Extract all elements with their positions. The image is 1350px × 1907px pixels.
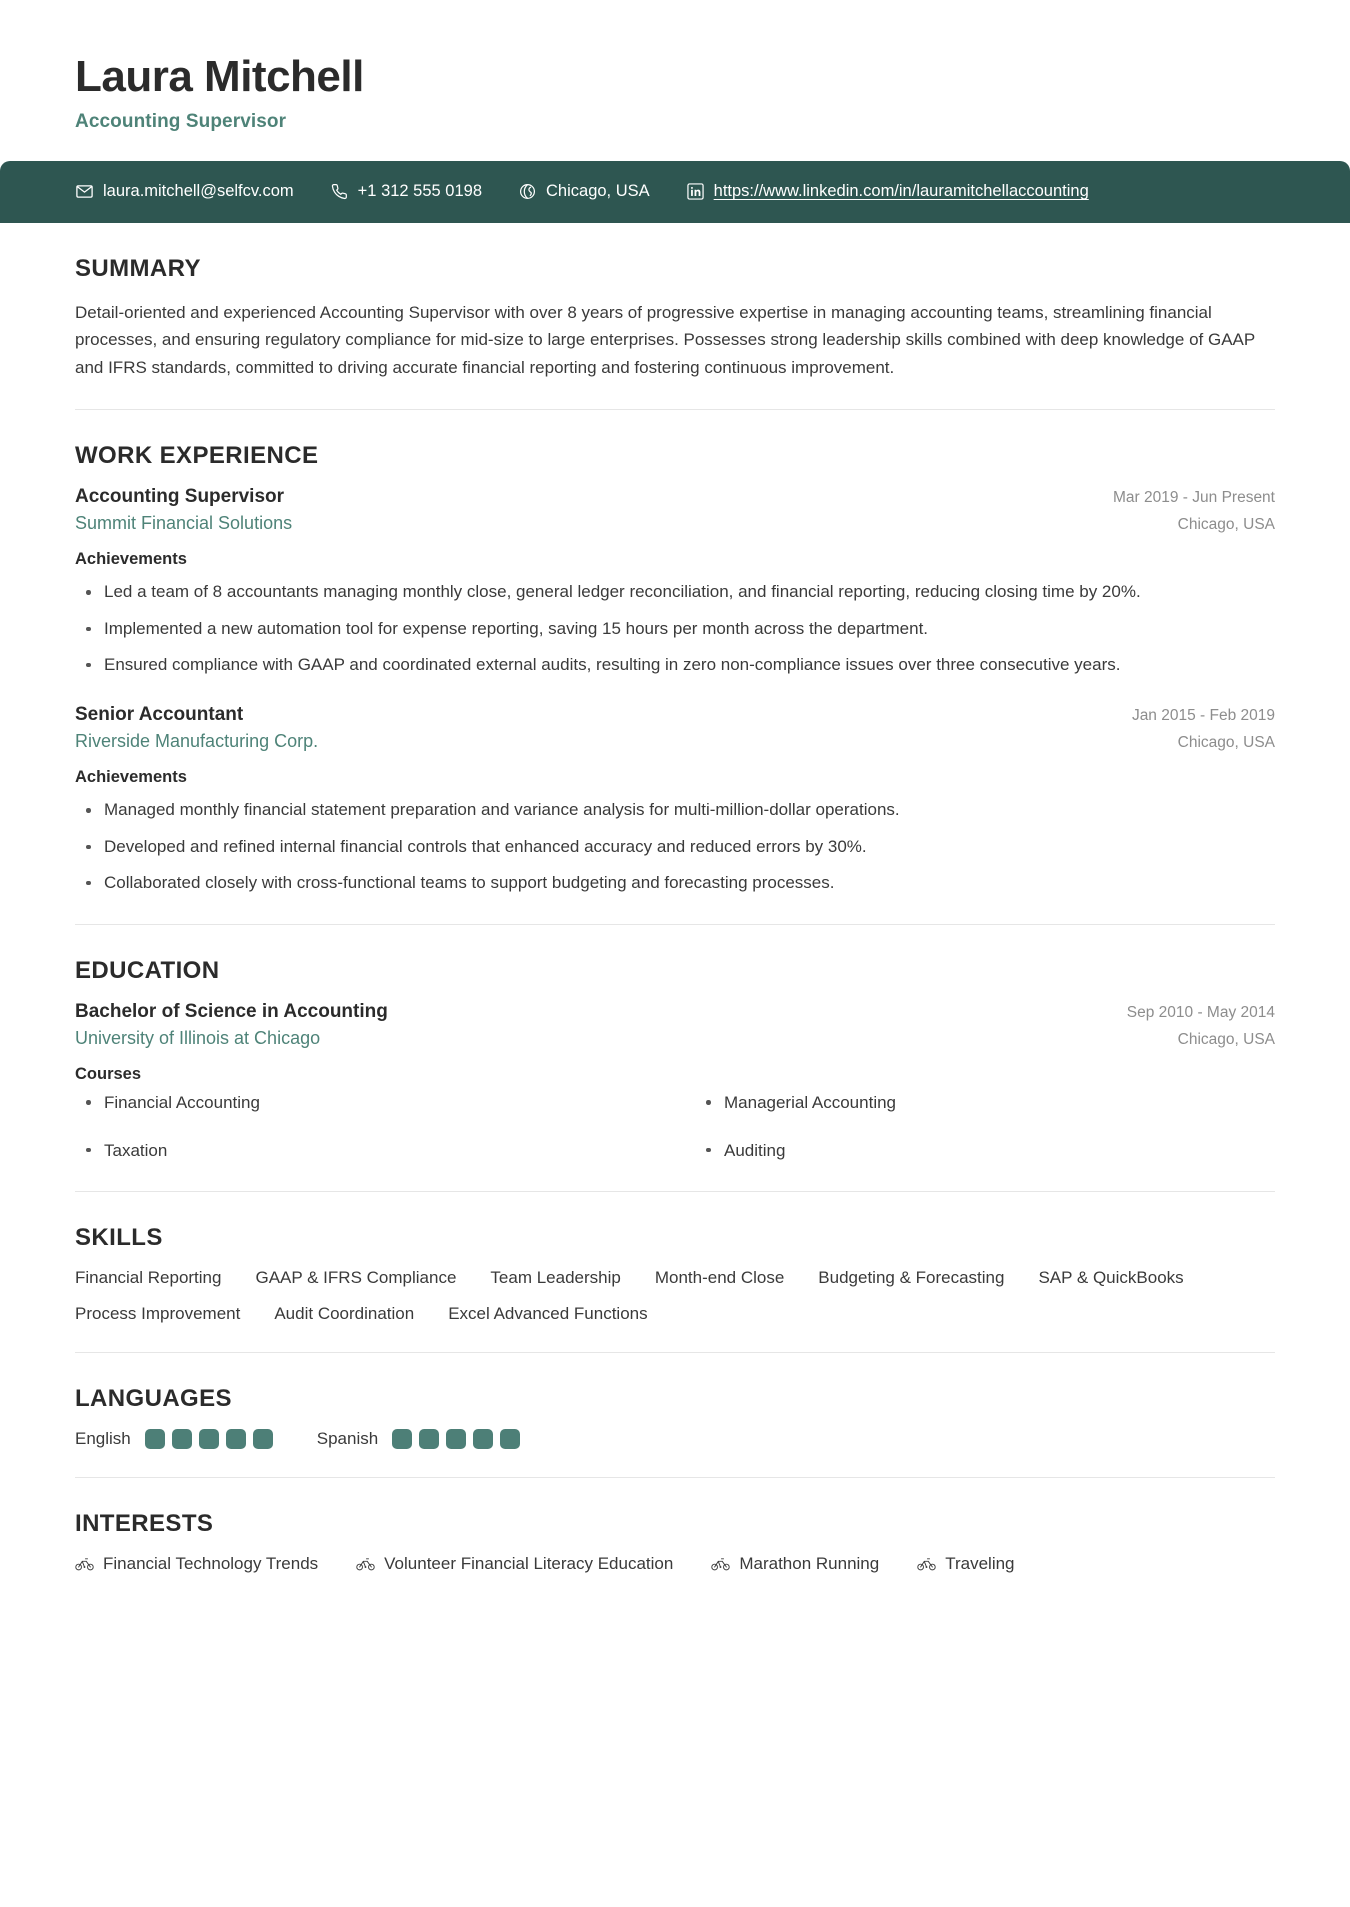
education-entry bbox=[75, 1001, 1275, 1163]
education-school: University of Illinois at Chicago bbox=[75, 1028, 321, 1049]
section-title-summary: SUMMARY bbox=[75, 254, 201, 282]
contact-linkedin[interactable] bbox=[686, 182, 1089, 201]
section-education bbox=[75, 924, 1275, 1163]
section-title-work-experience: WORK EXPERIENCE bbox=[75, 442, 319, 470]
contact-phone[interactable] bbox=[330, 182, 482, 201]
list-item: Managed monthly financial statement preparation and variance analysis for multi-million-dollar operations. bbox=[75, 797, 1245, 823]
interest-item bbox=[75, 1554, 318, 1574]
language-level-dot bbox=[419, 1429, 439, 1449]
language-level-dot bbox=[392, 1429, 412, 1449]
language-level-meter bbox=[392, 1429, 520, 1449]
list-item: Led a team of 8 accountants managing monthly close, general ledger reconciliation, and financial reporting, reducing closing time by 20%. bbox=[75, 579, 1245, 605]
contact-location-text: Chicago, USA bbox=[546, 182, 650, 201]
courses-label: Courses bbox=[75, 1065, 142, 1084]
globe-pin-icon bbox=[518, 182, 537, 201]
envelope-icon bbox=[75, 182, 94, 201]
languages-list bbox=[75, 1429, 1275, 1449]
work-entry-header bbox=[75, 486, 1275, 508]
skill-item: Month-end Close bbox=[654, 1268, 785, 1288]
skills-list bbox=[75, 1268, 1275, 1324]
bicycle-icon bbox=[917, 1555, 936, 1574]
contact-linkedin-text[interactable]: https://www.linkedin.com/in/lauramitchellaccounting bbox=[713, 182, 1089, 201]
work-location: Chicago, USA bbox=[1177, 734, 1275, 752]
work-entry-subheader bbox=[75, 726, 1275, 752]
skill-item: Process Improvement bbox=[75, 1304, 241, 1324]
achievements-label: Achievements bbox=[75, 550, 187, 569]
section-skills bbox=[75, 1191, 1275, 1324]
interest-label: Marathon Running bbox=[739, 1554, 880, 1574]
skill-item: Budgeting & Forecasting bbox=[818, 1268, 1005, 1288]
bicycle-icon bbox=[75, 1555, 94, 1574]
language-name: English bbox=[75, 1429, 131, 1449]
bicycle-icon bbox=[711, 1555, 730, 1574]
education-degree: Bachelor of Science in Accounting bbox=[75, 1001, 388, 1023]
education-dates: Sep 2010 - May 2014 bbox=[1126, 1004, 1275, 1022]
section-title-skills: SKILLS bbox=[75, 1224, 163, 1252]
education-entry-header bbox=[75, 1001, 1275, 1023]
education-entry-subheader bbox=[75, 1023, 1275, 1049]
language-level-meter bbox=[145, 1429, 273, 1449]
list-item: Managerial Accounting bbox=[695, 1090, 1275, 1116]
skill-item: SAP & QuickBooks bbox=[1038, 1268, 1184, 1288]
contact-email[interactable] bbox=[75, 182, 294, 201]
contact-email-text: laura.mitchell@selfcv.com bbox=[103, 182, 294, 201]
language-level-dot bbox=[199, 1429, 219, 1449]
language-level-dot bbox=[145, 1429, 165, 1449]
list-item: Auditing bbox=[695, 1138, 1275, 1164]
work-location: Chicago, USA bbox=[1177, 516, 1275, 534]
list-item: Implemented a new automation tool for expense reporting, saving 15 hours per month across the department. bbox=[75, 616, 1245, 642]
section-work-experience bbox=[75, 409, 1275, 896]
interest-label: Traveling bbox=[945, 1554, 1015, 1574]
list-item: Collaborated closely with cross-functional teams to support budgeting and forecasting processes. bbox=[75, 870, 1245, 896]
language-name: Spanish bbox=[316, 1429, 379, 1449]
section-summary bbox=[75, 223, 1275, 382]
interest-label: Financial Technology Trends bbox=[103, 1554, 319, 1574]
language-item bbox=[317, 1429, 520, 1449]
interest-label: Volunteer Financial Literacy Education bbox=[384, 1554, 674, 1574]
interest-item bbox=[917, 1554, 1014, 1574]
section-languages bbox=[75, 1352, 1275, 1449]
candidate-job-title: Accounting Supervisor bbox=[75, 110, 287, 132]
bicycle-icon bbox=[356, 1555, 375, 1574]
work-entry-subheader bbox=[75, 508, 1275, 534]
work-position: Accounting Supervisor bbox=[75, 486, 285, 508]
skill-item: Audit Coordination bbox=[274, 1304, 415, 1324]
contact-location bbox=[518, 182, 650, 201]
work-company: Summit Financial Solutions bbox=[75, 513, 293, 534]
language-level-dot bbox=[253, 1429, 273, 1449]
section-title-interests: INTERESTS bbox=[75, 1510, 214, 1538]
skill-item: Financial Reporting bbox=[75, 1268, 222, 1288]
work-dates: Jan 2015 - Feb 2019 bbox=[1131, 707, 1275, 725]
list-item: Taxation bbox=[75, 1138, 655, 1164]
work-position: Senior Accountant bbox=[75, 704, 244, 726]
resume-body bbox=[0, 223, 1350, 1575]
skill-item: Excel Advanced Functions bbox=[448, 1304, 648, 1324]
linkedin-icon bbox=[686, 182, 705, 201]
section-title-education: EDUCATION bbox=[75, 957, 220, 985]
resume-header bbox=[0, 0, 1350, 133]
work-company: Riverside Manufacturing Corp. bbox=[75, 731, 319, 752]
summary-text: Detail-oriented and experienced Accounting Supervisor with over 8 years of progressive expertise in managing accounting teams, streamlining financial processes, and ensuring regulatory compliance for mid-size to large enterprises. Possesses strong leadership skills combined with deep knowledge of GAAP and IFRS standards, committed to driving accurate financial reporting and fostering continuous improvement. bbox=[75, 302, 1255, 377]
phone-icon bbox=[330, 182, 349, 201]
work-dates: Mar 2019 - Jun Present bbox=[1113, 489, 1275, 507]
work-achievements-list bbox=[75, 579, 1275, 678]
achievements-label: Achievements bbox=[75, 768, 187, 787]
language-level-dot bbox=[446, 1429, 466, 1449]
education-courses-list bbox=[75, 1090, 1275, 1163]
education-location: Chicago, USA bbox=[1177, 1031, 1275, 1049]
skill-item: Team Leadership bbox=[490, 1268, 621, 1288]
language-level-dot bbox=[172, 1429, 192, 1449]
work-entry bbox=[75, 704, 1275, 896]
work-achievements-list bbox=[75, 797, 1275, 896]
language-level-dot bbox=[226, 1429, 246, 1449]
interests-list bbox=[75, 1554, 1275, 1574]
section-title-languages: LANGUAGES bbox=[75, 1385, 232, 1413]
list-item: Ensured compliance with GAAP and coordinated external audits, resulting in zero non-compliance issues over three consecutive years. bbox=[75, 652, 1245, 678]
contact-phone-text: +1 312 555 0198 bbox=[357, 182, 483, 201]
interest-item bbox=[711, 1554, 879, 1574]
language-level-dot bbox=[500, 1429, 520, 1449]
language-level-dot bbox=[473, 1429, 493, 1449]
list-item: Financial Accounting bbox=[75, 1090, 655, 1116]
section-interests bbox=[75, 1477, 1275, 1574]
list-item: Developed and refined internal financial controls that enhanced accuracy and reduced errors by 30%. bbox=[75, 834, 1245, 860]
interest-item bbox=[356, 1554, 673, 1574]
work-entry bbox=[75, 486, 1275, 678]
language-item bbox=[75, 1429, 273, 1449]
work-entry-header bbox=[75, 704, 1275, 726]
candidate-name: Laura Mitchell bbox=[75, 52, 364, 101]
contact-bar bbox=[0, 161, 1350, 223]
skill-item: GAAP & IFRS Compliance bbox=[255, 1268, 457, 1288]
